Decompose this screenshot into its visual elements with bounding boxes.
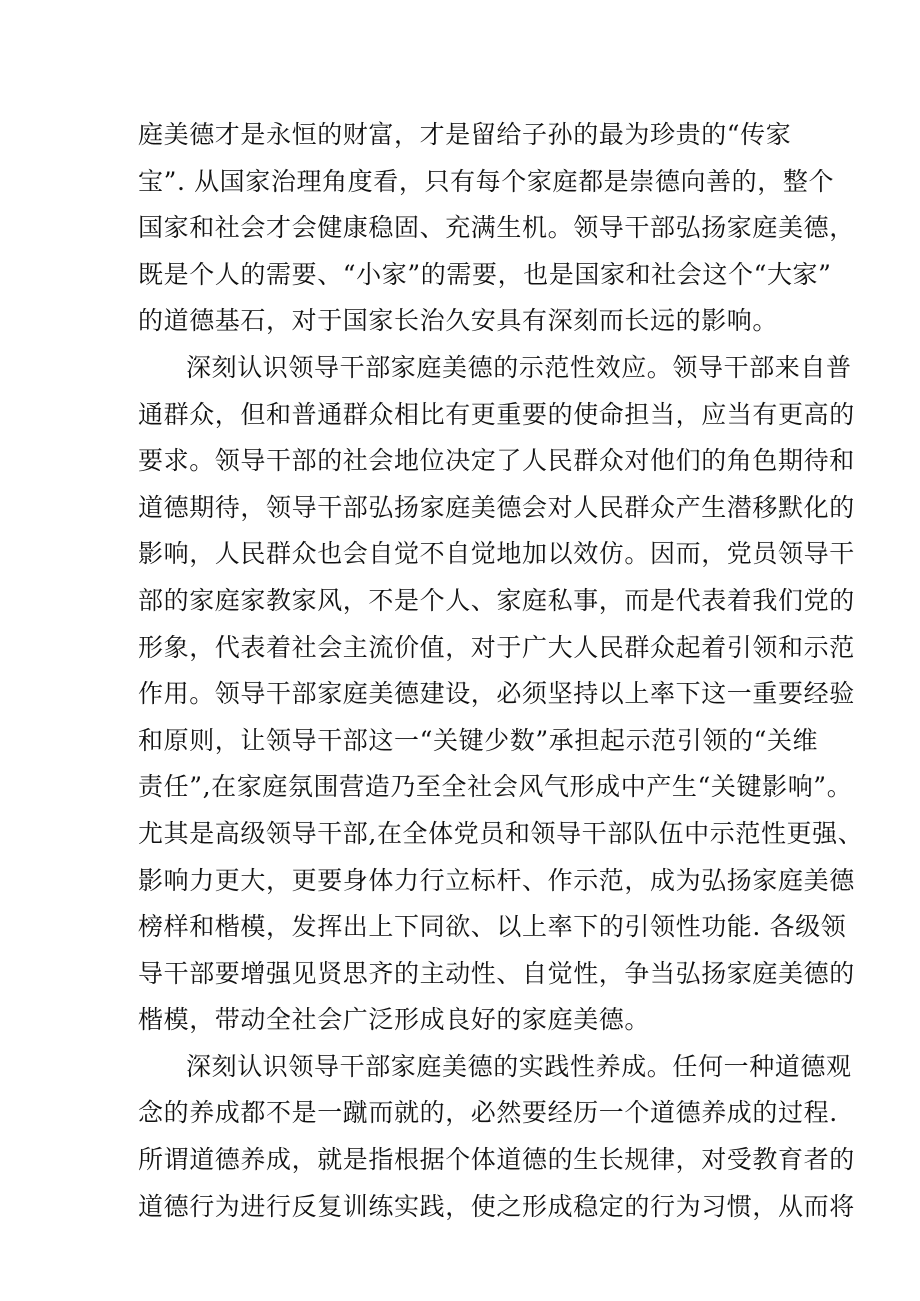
text-line	[138, 671, 855, 718]
text-line	[138, 1090, 838, 1137]
text-line	[138, 298, 788, 345]
text-line	[138, 811, 864, 858]
line-text: 导干部要增强见贤思齐的主动性、自觉性，争当弘扬家庭美德的	[138, 958, 855, 988]
text-line	[138, 578, 855, 625]
line-text: 道德期待，领导干部弘扬家庭美德会对人民群众产生潜移默化的	[138, 492, 855, 522]
line-text: 责任”,在家庭氛围营造乃至全社会风气形成中产生“关键影响”。	[138, 772, 853, 802]
line-text: 宝”. 从国家治理角度看，只有每个家庭都是崇德向善的，整个	[138, 166, 835, 196]
line-text: 作用。领导干部家庭美德建设，必须坚持以上率下这一重要经验	[138, 679, 855, 709]
line-text: 要求。领导干部的社会地位决定了人民群众对他们的角色期待和	[138, 446, 855, 476]
text-line	[138, 625, 855, 672]
paragraph-start-line	[138, 1044, 852, 1091]
line-text: 尤其是高级领导干部,在全体党员和领导干部队伍中示范性更强、	[138, 818, 864, 848]
line-text: 道德行为进行反复训练实践，使之形成稳定的行为习惯，从而将	[138, 1191, 855, 1221]
text-line	[138, 531, 855, 578]
text-line	[138, 438, 855, 485]
line-text: 榜样和楷模，发挥出上下同欲、以上率下的引领性功能. 各级领	[138, 912, 847, 942]
text-line	[138, 764, 853, 811]
line-text: 通群众，但和普通群众相比有更重要的使命担当，应当有更高的	[138, 399, 855, 429]
line-text: 和原则，让领导干部这一“关键少数”承担起示范引领的“关维	[138, 725, 819, 755]
line-text: 影响力更大，更要身体力行立标杆、作示范，成为弘扬家庭美德	[138, 865, 855, 895]
line-text: 影响，人民群众也会自觉不自觉地加以效仿。因而，党员领导干	[138, 539, 855, 569]
line-text: 深刻认识领导干部家庭美德的示范性效应。领导干部来自普	[186, 352, 852, 382]
text-line	[138, 904, 847, 951]
text-line	[138, 858, 855, 905]
document-body	[138, 112, 864, 1230]
text-line	[138, 112, 792, 159]
line-text: 念的养成都不是一蹴而就的，必然要经历一个道德养成的过程.	[138, 1098, 838, 1128]
line-text: 形象，代表着社会主流价值，对于广大人民群众起着引领和示范	[138, 632, 855, 662]
text-line	[138, 997, 788, 1044]
text-line	[138, 252, 832, 299]
text-line	[138, 159, 835, 206]
text-line	[138, 392, 855, 439]
line-text: 国家和社会才会健康稳固、充满生机。领导干部弘扬家庭美德，	[138, 213, 855, 243]
text-line	[138, 485, 855, 532]
text-line	[138, 951, 855, 998]
line-text: 部的家庭家教家风，不是个人、家庭私事，而是代表着我们党的	[138, 585, 855, 615]
paragraph-start-line	[138, 345, 852, 392]
text-line	[138, 718, 819, 765]
line-text: 楷模，带动全社会广泛形成良好的家庭美德。	[138, 1005, 651, 1035]
text-line	[138, 1184, 855, 1231]
line-text: 庭美德才是永恒的财富，才是留给子孙的最为珍贵的“传家	[138, 120, 792, 149]
text-line	[138, 1137, 855, 1184]
line-text: 所谓道德养成，就是指根据个体道德的生长规律，对受教育者的	[138, 1145, 855, 1175]
line-text: 深刻认识领导干部家庭美德的实践性养成。任何一种道德观	[186, 1051, 852, 1081]
line-text: 的道德基石，对于国家长治久安具有深刻而长远的影响。	[138, 306, 779, 336]
line-text: 既是个人的需要、“小家”的需要，也是国家和社会这个“大家”	[138, 259, 832, 289]
text-line	[138, 205, 855, 252]
